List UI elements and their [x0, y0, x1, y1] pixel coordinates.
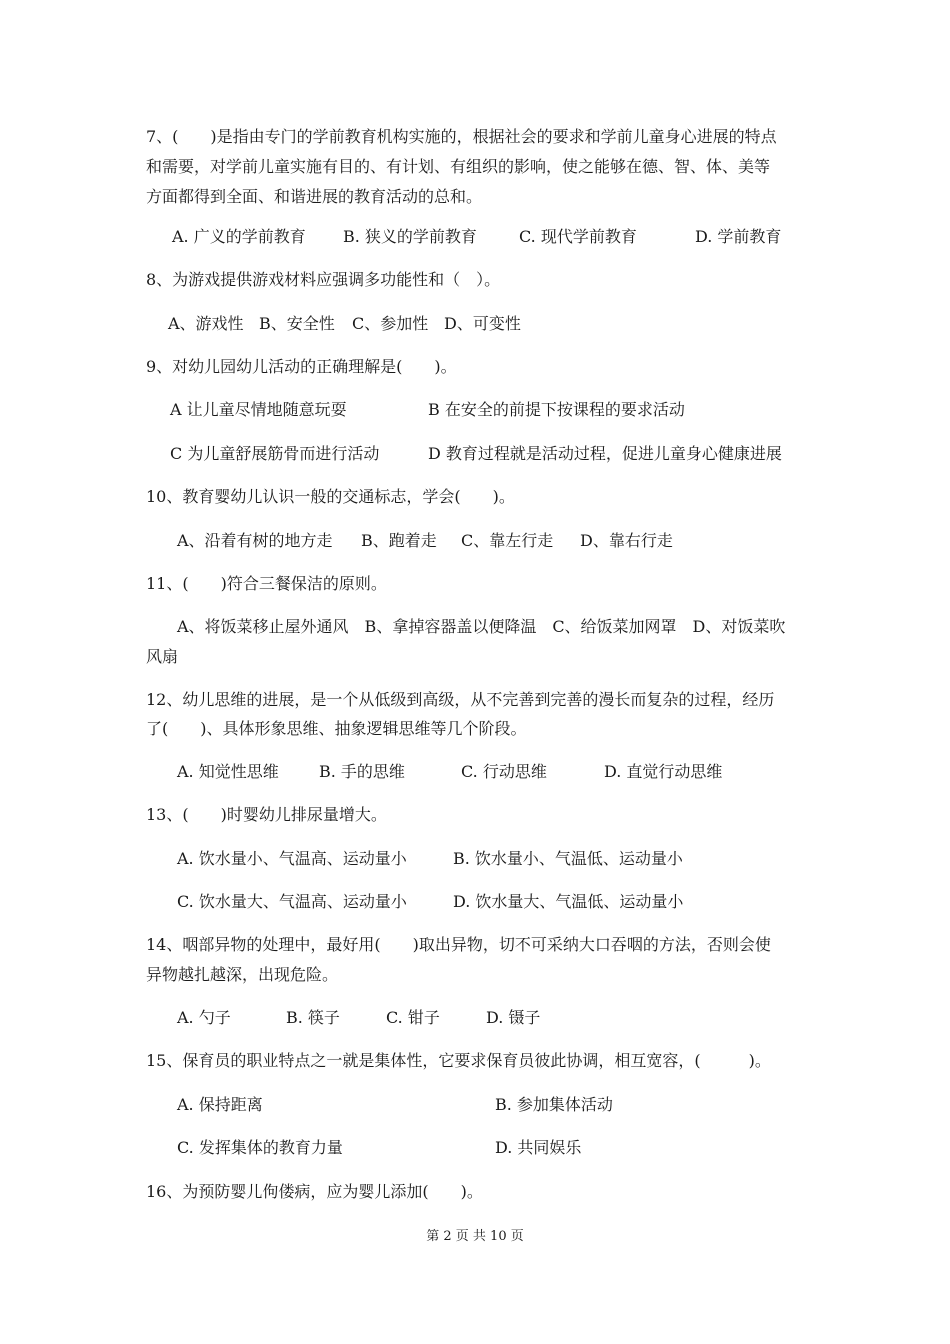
question-13-stem: 13、( )时婴幼儿排尿量增大。: [146, 805, 387, 824]
question-7-line-1: 7、( )是指由专门的学前教育机构实施的，根据社会的要求和学前儿童身心进展的特点: [146, 127, 777, 146]
question-12-option-b: B. 手的思维: [319, 762, 405, 781]
question-7-option-b: B. 狭义的学前教育: [343, 227, 477, 246]
question-14-line-2: 异物越扎越深，出现危险。: [146, 965, 339, 984]
question-7-line-2: 和需要，对学前儿童实施有目的、有计划、有组织的影响，使之能够在德、智、体、美等: [146, 157, 771, 176]
question-8-stem: 8、为游戏提供游戏材料应强调多功能性和（ ）。: [146, 270, 501, 289]
question-12-option-d: D. 直觉行动思维: [604, 762, 723, 781]
question-14-option-a: A. 勺子: [177, 1008, 231, 1027]
question-15-option-b: B. 参加集体活动: [495, 1095, 613, 1114]
question-9-stem: 9、对幼儿园幼儿活动的正确理解是( )。: [146, 357, 457, 376]
question-14-option-c: C. 钳子: [386, 1008, 440, 1027]
question-15-option-d: D. 共同娱乐: [495, 1138, 582, 1157]
question-8-option-d: D、可变性: [444, 314, 521, 333]
question-10-option-c: C、靠左行走: [461, 531, 554, 550]
question-9-option-b: B 在安全的前提下按课程的要求活动: [428, 400, 685, 419]
question-12-line-1: 12、幼儿思维的进展，是一个从低级到高级，从不完善到完善的漫长而复杂的过程，经历: [146, 690, 775, 709]
question-9-option-d: D 教育过程就是活动过程，促进儿童身心健康进展: [428, 444, 782, 463]
question-7-option-c: C. 现代学前教育: [519, 227, 637, 246]
question-12-option-c: C. 行动思维: [461, 762, 547, 781]
question-15-stem: 15、保育员的职业特点之一就是集体性，它要求保育员彼此协调，相互宽容，( )。: [146, 1051, 771, 1070]
question-10-option-b: B、跑着走: [361, 531, 437, 550]
question-10-option-d: D、靠右行走: [580, 531, 673, 550]
question-14-line-1: 14、咽部异物的处理中，最好用( )取出异物，切不可采纳大口吞咽的方法，否则会使: [146, 935, 771, 954]
question-13-option-c: C. 饮水量大、气温高、运动量小: [177, 892, 407, 911]
question-10-stem: 10、教育婴幼儿认识一般的交通标志，学会( )。: [146, 487, 515, 506]
question-9-option-a: A 让儿童尽情地随意玩耍: [170, 400, 347, 419]
question-7-line-3: 方面都得到全面、和谐进展的教育活动的总和。: [146, 187, 483, 206]
question-14-option-b: B. 筷子: [286, 1008, 340, 1027]
question-8-option-a: A、游戏性: [168, 314, 244, 333]
question-8-option-c: C、参加性: [352, 314, 429, 333]
question-10-option-a: A、沿着有树的地方走: [177, 531, 333, 550]
question-13-option-d: D. 饮水量大、气温低、运动量小: [453, 892, 684, 911]
question-11-options-line-2: 风扇: [146, 647, 179, 666]
question-11-stem: 11、( )符合三餐保洁的原则。: [146, 574, 387, 593]
question-11-options-line-1: A、将饭菜移止屋外通风 B、拿掉容器盖以便降温 C、给饭菜加网罩 D、对饭菜吹: [177, 617, 786, 636]
question-15-option-c: C. 发挥集体的教育力量: [177, 1138, 343, 1157]
question-7-option-d: D. 学前教育: [695, 227, 782, 246]
question-16-stem: 16、为预防婴儿佝偻病，应为婴儿添加( )。: [146, 1182, 483, 1201]
page-number-footer: 第 2 页 共 10 页: [426, 1229, 524, 1244]
question-9-option-c: C 为儿童舒展筋骨而进行活动: [170, 444, 380, 463]
question-13-option-a: A. 饮水量小、气温高、运动量小: [177, 849, 407, 868]
question-14-option-d: D. 镊子: [486, 1008, 541, 1027]
question-13-option-b: B. 饮水量小、气温低、运动量小: [453, 849, 683, 868]
question-7-option-a: A. 广义的学前教育: [172, 227, 306, 246]
question-15-option-a: A. 保持距离: [177, 1095, 263, 1114]
question-8-option-b: B、安全性: [259, 314, 335, 333]
question-12-option-a: A. 知觉性思维: [177, 762, 279, 781]
question-12-line-2: 了( )、具体形象思维、抽象逻辑思维等几个阶段。: [146, 719, 527, 738]
